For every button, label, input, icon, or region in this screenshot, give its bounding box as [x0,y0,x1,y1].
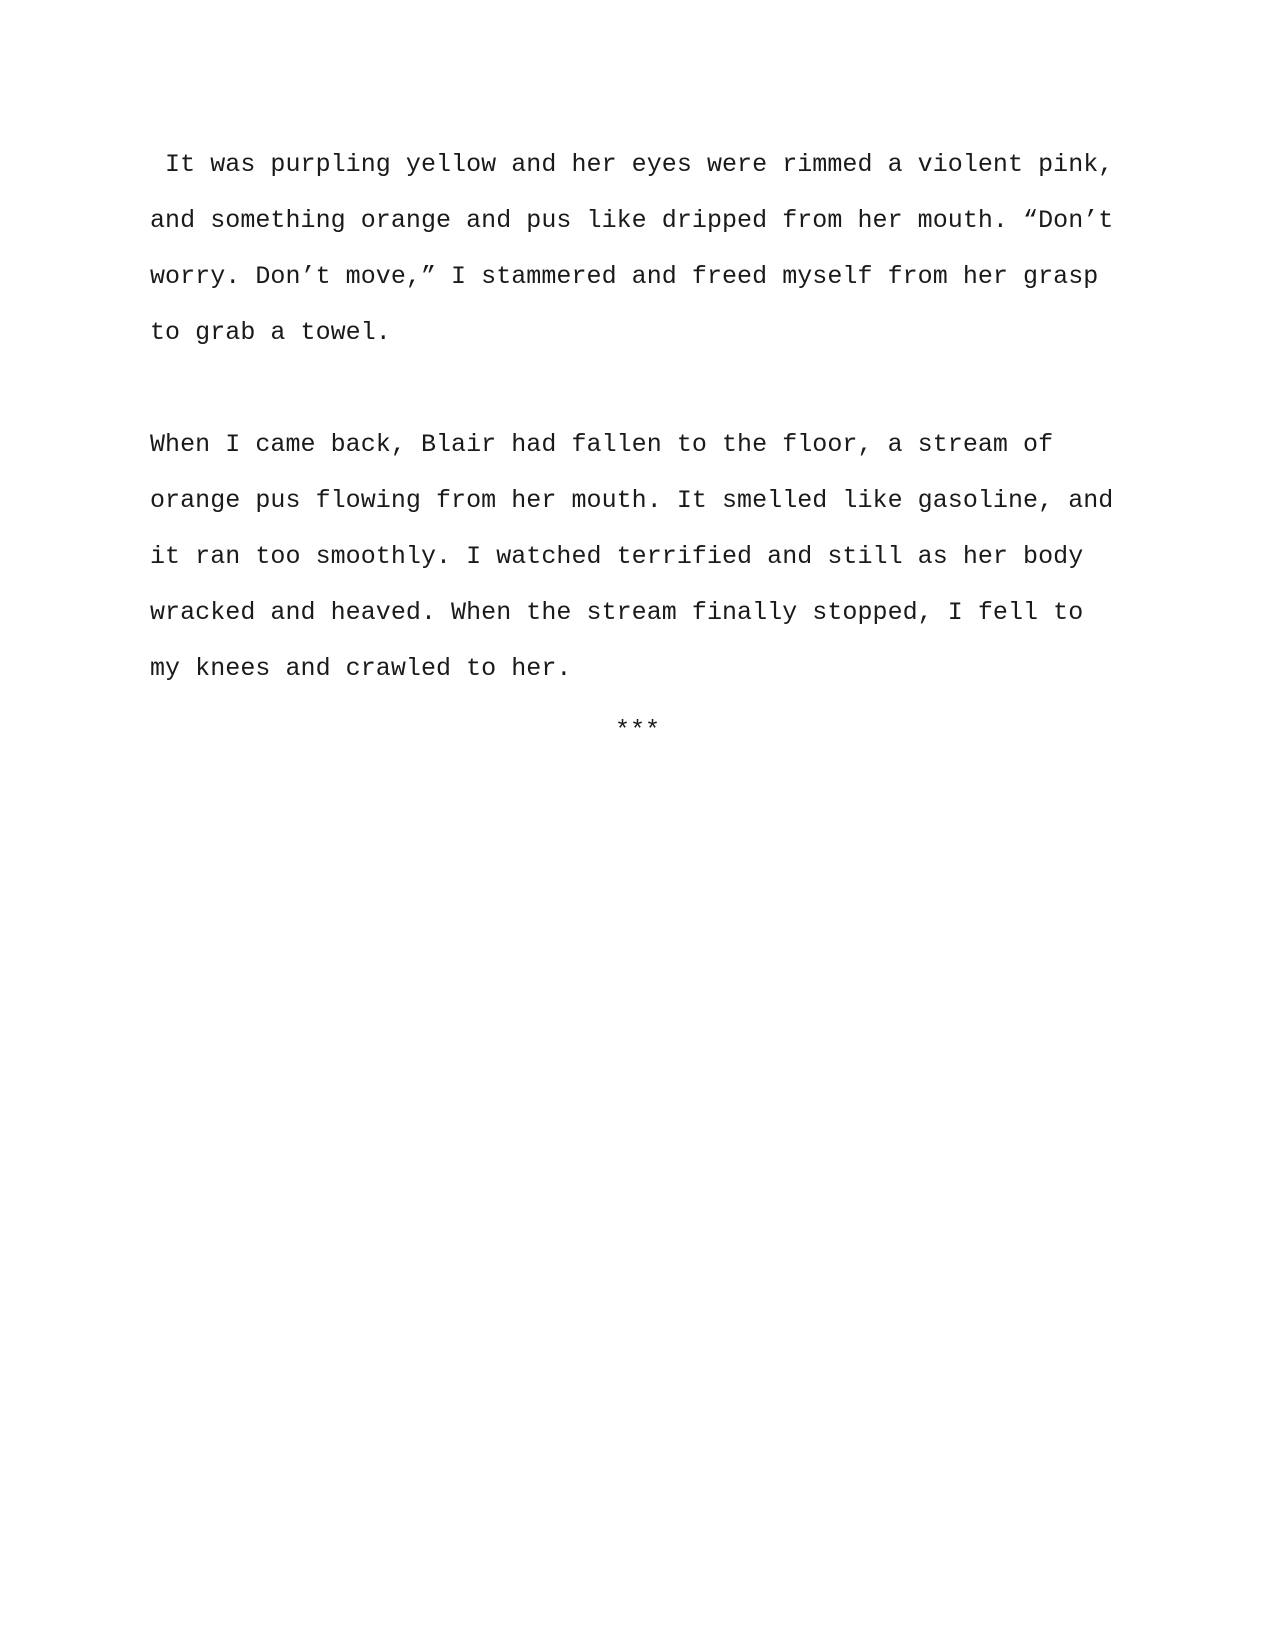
paragraph-line: worry. Don’t move,” I stammered and freed myself from her grasp [150,262,1099,291]
paragraph-line: and something orange and pus like dripped from her mouth. “Don’t [150,206,1114,235]
paragraph-line: it ran too smoothly. I watched terrified and still as her body [150,542,1084,571]
paragraph-line: orange pus flowing from her mouth. It smelled like gasoline, and [150,486,1114,515]
scene-break-separator: *** [615,716,661,745]
paragraph-line: to grab a towel. [150,318,391,347]
paragraph-line: my knees and crawled to her. [150,654,572,683]
paragraph-line: When I came back, Blair had fallen to the floor, a stream of [150,430,1054,459]
paragraph-1 [150,150,1150,347]
paragraph-line: It was purpling yellow and her eyes were rimmed a violent pink, [150,150,1114,179]
paragraph-line: wracked and heaved. When the stream finally stopped, I fell to [150,598,1084,627]
paragraph-2 [150,430,1150,683]
